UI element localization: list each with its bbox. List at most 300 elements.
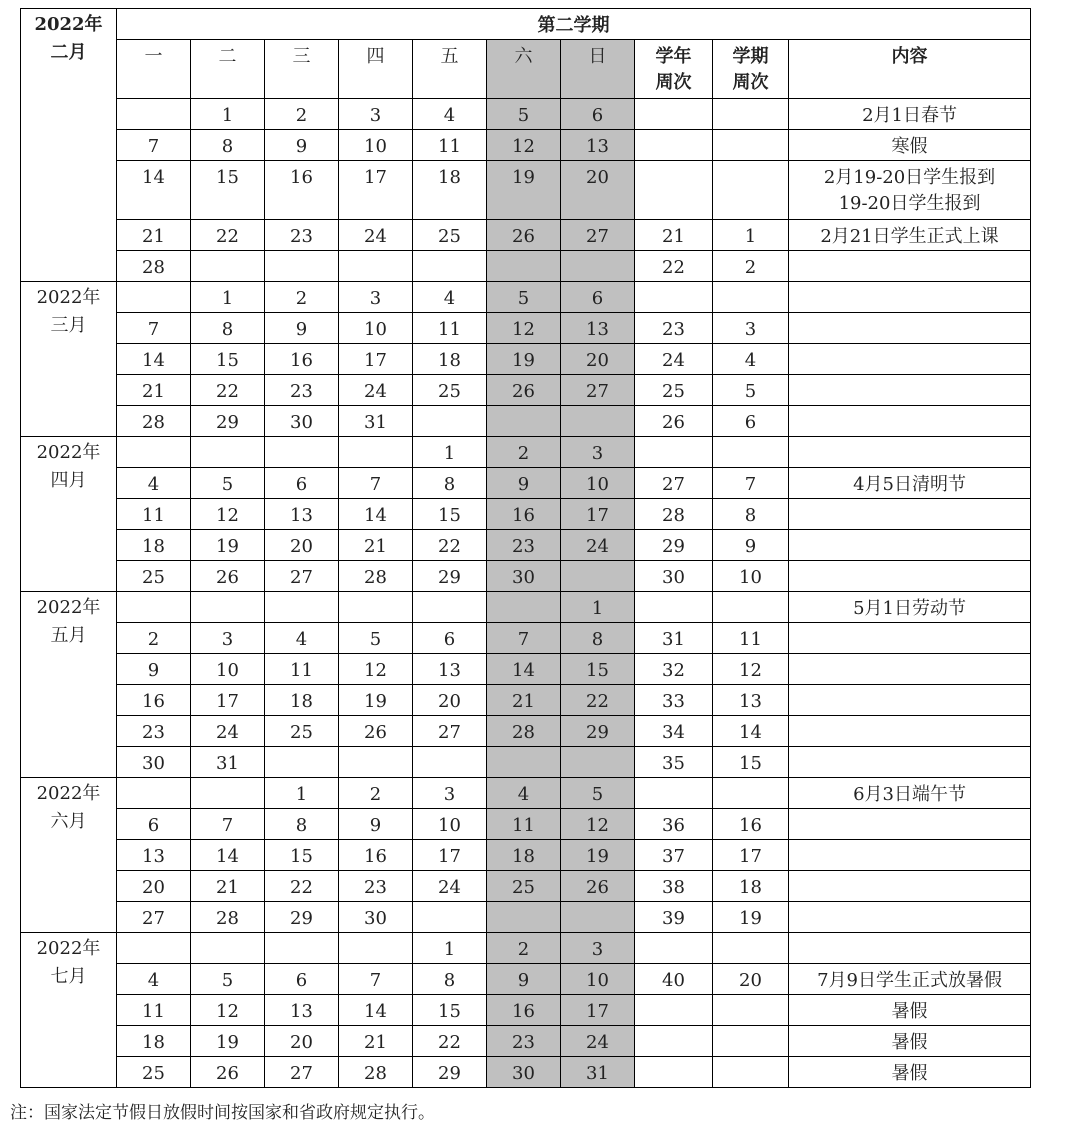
day-cell: 19 [561, 840, 635, 871]
day-cell: 23 [265, 220, 339, 251]
year-week-cell: 34 [635, 716, 713, 747]
year-week-cell [635, 995, 713, 1026]
day-cell: 22 [265, 871, 339, 902]
content-cell [789, 623, 1031, 654]
day-cell: 4 [413, 282, 487, 313]
day-cell: 24 [191, 716, 265, 747]
day-cell: 28 [339, 1057, 413, 1088]
school-calendar-table [20, 8, 1031, 1088]
day-cell: 21 [339, 530, 413, 561]
day-cell: 13 [561, 313, 635, 344]
day-cell: 6 [265, 468, 339, 499]
day-cell: 12 [191, 499, 265, 530]
content-cell [789, 468, 1031, 499]
day-cell: 9 [487, 468, 561, 499]
term-week-cell: 15 [713, 747, 789, 778]
term-week-cell [713, 130, 789, 161]
week-row [21, 623, 1031, 654]
term-week-cell: 2 [713, 251, 789, 282]
day-cell: 20 [265, 530, 339, 561]
week-row [21, 499, 1031, 530]
day-cell: 24 [339, 220, 413, 251]
content-line: 7月9日学生正式放暑假 [817, 970, 1002, 991]
day-cell: 12 [487, 130, 561, 161]
content-cell [789, 530, 1031, 561]
day-cell: 8 [191, 313, 265, 344]
year-week-cell: 27 [635, 468, 713, 499]
day-cell: 8 [191, 130, 265, 161]
year-week-cell: 40 [635, 964, 713, 995]
day-cell: 25 [117, 1057, 191, 1088]
day-cell: 5 [561, 778, 635, 809]
day-cell: 7 [117, 313, 191, 344]
day-cell: 31 [561, 1057, 635, 1088]
year-week-cell: 28 [635, 499, 713, 530]
week-row [21, 468, 1031, 499]
week-row [21, 282, 1031, 313]
day-cell: 7 [191, 809, 265, 840]
day-cell: 14 [339, 499, 413, 530]
content-cell [789, 406, 1031, 437]
day-cell: 27 [117, 902, 191, 933]
day-cell: 11 [413, 313, 487, 344]
footnote: 注：国家法定节假日放假时间按国家和省政府规定执行。 [10, 1103, 435, 1123]
day-cell: 5 [487, 99, 561, 130]
day-cell [117, 437, 191, 468]
day-cell: 6 [117, 809, 191, 840]
content-line: 4月5日清明节 [853, 474, 966, 495]
day-cell: 11 [487, 809, 561, 840]
content-cell [789, 437, 1031, 468]
day-cell: 2 [265, 282, 339, 313]
day-cell: 28 [117, 251, 191, 282]
content-line: 2月19-20日学生报到 [823, 167, 996, 188]
content-cell [789, 282, 1031, 313]
content-cell [789, 561, 1031, 592]
month-label-year: 2022年 [36, 783, 101, 804]
day-cell [413, 902, 487, 933]
day-cell: 15 [561, 654, 635, 685]
content-cell [789, 654, 1031, 685]
day-cell: 21 [339, 1026, 413, 1057]
day-cell [117, 99, 191, 130]
day-cell: 15 [265, 840, 339, 871]
year-week-cell [635, 1057, 713, 1088]
day-cell [339, 933, 413, 964]
day-cell: 2 [265, 99, 339, 130]
week-row [21, 130, 1031, 161]
day-cell: 31 [339, 406, 413, 437]
day-cell: 10 [413, 809, 487, 840]
week-row [21, 840, 1031, 871]
week-row [21, 344, 1031, 375]
day-cell: 14 [191, 840, 265, 871]
day-cell: 5 [191, 468, 265, 499]
day-cell [265, 592, 339, 623]
week-row [21, 902, 1031, 933]
weekday-header: 二 [191, 40, 265, 99]
week-row [21, 161, 1031, 220]
day-cell [413, 592, 487, 623]
term-week-cell [713, 282, 789, 313]
term-week-cell: 16 [713, 809, 789, 840]
day-cell: 9 [265, 130, 339, 161]
day-cell: 13 [561, 130, 635, 161]
day-cell: 30 [339, 902, 413, 933]
day-cell: 30 [117, 747, 191, 778]
day-cell: 16 [487, 499, 561, 530]
weekday-header: 三 [265, 40, 339, 99]
weekday-header: 六 [487, 40, 561, 99]
day-cell: 1 [413, 437, 487, 468]
day-cell: 25 [413, 220, 487, 251]
day-cell: 2 [339, 778, 413, 809]
day-cell [117, 592, 191, 623]
year-week-cell: 32 [635, 654, 713, 685]
month-label-year: 2022年 [36, 597, 101, 618]
day-cell [413, 251, 487, 282]
year-week-cell: 37 [635, 840, 713, 871]
day-cell: 10 [339, 313, 413, 344]
content-cell [789, 375, 1031, 406]
day-cell [487, 406, 561, 437]
day-cell: 30 [487, 561, 561, 592]
day-cell [265, 437, 339, 468]
day-cell [265, 251, 339, 282]
day-cell: 29 [413, 561, 487, 592]
term-week-cell: 8 [713, 499, 789, 530]
day-cell: 9 [265, 313, 339, 344]
day-cell: 16 [265, 161, 339, 220]
month-label-month: 三月 [50, 315, 87, 336]
day-cell: 15 [191, 161, 265, 220]
day-cell: 27 [561, 375, 635, 406]
day-cell: 6 [561, 282, 635, 313]
day-cell: 25 [265, 716, 339, 747]
term-week-cell: 5 [713, 375, 789, 406]
year-week-cell: 29 [635, 530, 713, 561]
day-cell: 19 [487, 161, 561, 220]
day-cell: 28 [339, 561, 413, 592]
content-cell [789, 313, 1031, 344]
day-cell: 3 [561, 933, 635, 964]
month-label-month: 七月 [50, 966, 87, 987]
term-week-cell: 4 [713, 344, 789, 375]
week-row [21, 654, 1031, 685]
day-cell: 25 [487, 871, 561, 902]
day-cell [191, 778, 265, 809]
day-cell: 23 [117, 716, 191, 747]
term-week-cell: 3 [713, 313, 789, 344]
week-row [21, 251, 1031, 282]
day-cell: 19 [191, 1026, 265, 1057]
day-cell: 22 [191, 220, 265, 251]
week-row [21, 933, 1031, 964]
content-cell [789, 902, 1031, 933]
term-week-cell: 10 [713, 561, 789, 592]
year-week-cell: 39 [635, 902, 713, 933]
day-cell: 12 [487, 313, 561, 344]
day-cell: 4 [413, 99, 487, 130]
day-cell: 18 [413, 161, 487, 220]
content-line: 暑假 [891, 1032, 928, 1053]
year-week-cell: 35 [635, 747, 713, 778]
content-line: 6月3日端午节 [853, 784, 966, 805]
day-cell: 3 [191, 623, 265, 654]
day-cell: 3 [561, 437, 635, 468]
day-cell: 5 [339, 623, 413, 654]
day-cell [561, 561, 635, 592]
day-cell: 26 [191, 561, 265, 592]
day-cell: 18 [487, 840, 561, 871]
term-week-cell: 17 [713, 840, 789, 871]
term-week-cell [713, 592, 789, 623]
term-week-cell [713, 1026, 789, 1057]
day-cell: 7 [487, 623, 561, 654]
content-cell [789, 716, 1031, 747]
day-cell: 13 [265, 995, 339, 1026]
day-cell [191, 251, 265, 282]
month-cell [21, 437, 117, 592]
content-cell [789, 871, 1031, 902]
year-week-cell: 31 [635, 623, 713, 654]
month-label-year: 2022年 [36, 287, 101, 308]
day-cell [117, 778, 191, 809]
day-cell: 4 [265, 623, 339, 654]
day-cell: 13 [117, 840, 191, 871]
day-cell: 18 [117, 1026, 191, 1057]
day-cell: 23 [339, 871, 413, 902]
day-cell: 18 [117, 530, 191, 561]
day-cell [191, 437, 265, 468]
term-week-cell [713, 778, 789, 809]
weekday-header: 五 [413, 40, 487, 99]
month-label-month: 二月 [50, 42, 87, 63]
week-row [21, 99, 1031, 130]
week-row [21, 685, 1031, 716]
content-line: 2月1日春节 [862, 105, 957, 126]
day-cell: 29 [413, 1057, 487, 1088]
day-cell: 18 [265, 685, 339, 716]
day-cell: 28 [487, 716, 561, 747]
year-week-header [635, 40, 713, 99]
day-cell: 30 [487, 1057, 561, 1088]
day-cell [339, 437, 413, 468]
day-cell: 20 [561, 344, 635, 375]
day-cell: 3 [339, 99, 413, 130]
week-row [21, 220, 1031, 251]
term-week-cell: 9 [713, 530, 789, 561]
day-cell: 25 [117, 561, 191, 592]
day-cell: 2 [117, 623, 191, 654]
day-cell: 11 [117, 499, 191, 530]
day-cell: 31 [191, 747, 265, 778]
day-cell: 12 [339, 654, 413, 685]
year-week-cell [635, 933, 713, 964]
day-cell: 21 [487, 685, 561, 716]
day-cell: 6 [561, 99, 635, 130]
year-week-cell [635, 778, 713, 809]
year-week-cell: 23 [635, 313, 713, 344]
term-week-cell [713, 161, 789, 220]
content-cell [789, 964, 1031, 995]
day-cell: 14 [487, 654, 561, 685]
content-cell [789, 933, 1031, 964]
day-cell: 28 [191, 902, 265, 933]
day-cell: 26 [487, 220, 561, 251]
day-cell: 8 [561, 623, 635, 654]
month-label-month: 五月 [50, 625, 87, 646]
month-label-month: 六月 [50, 811, 87, 832]
year-week-cell [635, 130, 713, 161]
day-cell: 16 [117, 685, 191, 716]
day-cell: 17 [413, 840, 487, 871]
term-week-cell [713, 995, 789, 1026]
year-week-cell [635, 99, 713, 130]
content-line: 暑假 [891, 1063, 928, 1084]
day-cell [191, 592, 265, 623]
day-cell: 17 [561, 499, 635, 530]
week-row [21, 313, 1031, 344]
content-cell [789, 592, 1031, 623]
day-cell: 21 [117, 220, 191, 251]
weekday-header: 日 [561, 40, 635, 99]
day-cell: 8 [265, 809, 339, 840]
day-cell: 11 [117, 995, 191, 1026]
year-week-cell [635, 282, 713, 313]
year-week-cell [635, 161, 713, 220]
week-row [21, 530, 1031, 561]
month-label-year: 2022年 [36, 442, 101, 463]
day-cell: 21 [191, 871, 265, 902]
week-row [21, 1057, 1031, 1088]
content-cell [789, 778, 1031, 809]
day-cell: 20 [117, 871, 191, 902]
month-cell [21, 282, 117, 437]
day-cell [413, 406, 487, 437]
weekday-header: 一 [117, 40, 191, 99]
header-line: 学年 [655, 46, 692, 67]
day-cell: 29 [561, 716, 635, 747]
week-row [21, 747, 1031, 778]
day-cell: 3 [339, 282, 413, 313]
day-cell: 15 [413, 995, 487, 1026]
year-week-cell [635, 437, 713, 468]
term-week-cell: 11 [713, 623, 789, 654]
month-label-year: 2022年 [34, 14, 103, 35]
content-cell [789, 809, 1031, 840]
content-cell [789, 161, 1031, 220]
semester-title: 第二学期 [117, 9, 1031, 40]
day-cell: 24 [561, 530, 635, 561]
month-cell [21, 933, 117, 1088]
day-cell: 24 [339, 375, 413, 406]
content-cell [789, 130, 1031, 161]
day-cell: 23 [265, 375, 339, 406]
day-cell: 9 [117, 654, 191, 685]
content-cell [789, 220, 1031, 251]
day-cell: 20 [561, 161, 635, 220]
year-week-cell: 25 [635, 375, 713, 406]
day-cell: 25 [413, 375, 487, 406]
day-cell: 1 [265, 778, 339, 809]
day-cell: 7 [339, 964, 413, 995]
day-cell: 29 [191, 406, 265, 437]
day-cell: 6 [413, 623, 487, 654]
day-cell: 10 [191, 654, 265, 685]
content-cell [789, 1057, 1031, 1088]
calendar-body [21, 9, 1031, 1088]
year-week-cell: 21 [635, 220, 713, 251]
week-row [21, 778, 1031, 809]
day-cell: 12 [561, 809, 635, 840]
day-cell: 11 [265, 654, 339, 685]
week-row [21, 716, 1031, 747]
day-cell: 17 [339, 161, 413, 220]
week-row [21, 375, 1031, 406]
day-cell [265, 747, 339, 778]
content-header: 内容 [789, 40, 1031, 99]
content-cell [789, 1026, 1031, 1057]
term-week-cell [713, 437, 789, 468]
day-cell [265, 933, 339, 964]
week-row [21, 964, 1031, 995]
content-line: 5月1日劳动节 [853, 598, 966, 619]
day-cell: 1 [413, 933, 487, 964]
day-cell [117, 933, 191, 964]
day-cell: 27 [265, 561, 339, 592]
term-week-cell [713, 99, 789, 130]
day-cell: 27 [561, 220, 635, 251]
content-line: 寒假 [891, 136, 928, 157]
day-cell: 2 [487, 933, 561, 964]
day-cell: 13 [265, 499, 339, 530]
day-cell [561, 747, 635, 778]
day-cell [487, 251, 561, 282]
day-cell: 26 [339, 716, 413, 747]
day-cell: 28 [117, 406, 191, 437]
day-cell: 16 [265, 344, 339, 375]
content-cell [789, 344, 1031, 375]
day-cell: 22 [561, 685, 635, 716]
day-cell: 21 [117, 375, 191, 406]
day-cell: 26 [191, 1057, 265, 1088]
day-cell [487, 747, 561, 778]
year-week-cell: 30 [635, 561, 713, 592]
day-cell: 17 [339, 344, 413, 375]
day-cell: 14 [117, 344, 191, 375]
day-cell: 4 [117, 964, 191, 995]
day-cell: 10 [339, 130, 413, 161]
header-line: 学期 [732, 46, 769, 67]
content-cell [789, 99, 1031, 130]
day-cell [561, 902, 635, 933]
year-week-cell: 36 [635, 809, 713, 840]
day-cell: 17 [561, 995, 635, 1026]
day-cell: 22 [191, 375, 265, 406]
day-cell [561, 251, 635, 282]
term-week-cell: 18 [713, 871, 789, 902]
year-week-cell: 24 [635, 344, 713, 375]
day-cell: 19 [191, 530, 265, 561]
day-cell: 14 [339, 995, 413, 1026]
header-row [21, 9, 1031, 40]
header-line: 周次 [655, 72, 692, 93]
week-row [21, 1026, 1031, 1057]
week-row [21, 592, 1031, 623]
content-line: 19-20日学生报到 [838, 193, 981, 214]
term-week-cell: 1 [713, 220, 789, 251]
